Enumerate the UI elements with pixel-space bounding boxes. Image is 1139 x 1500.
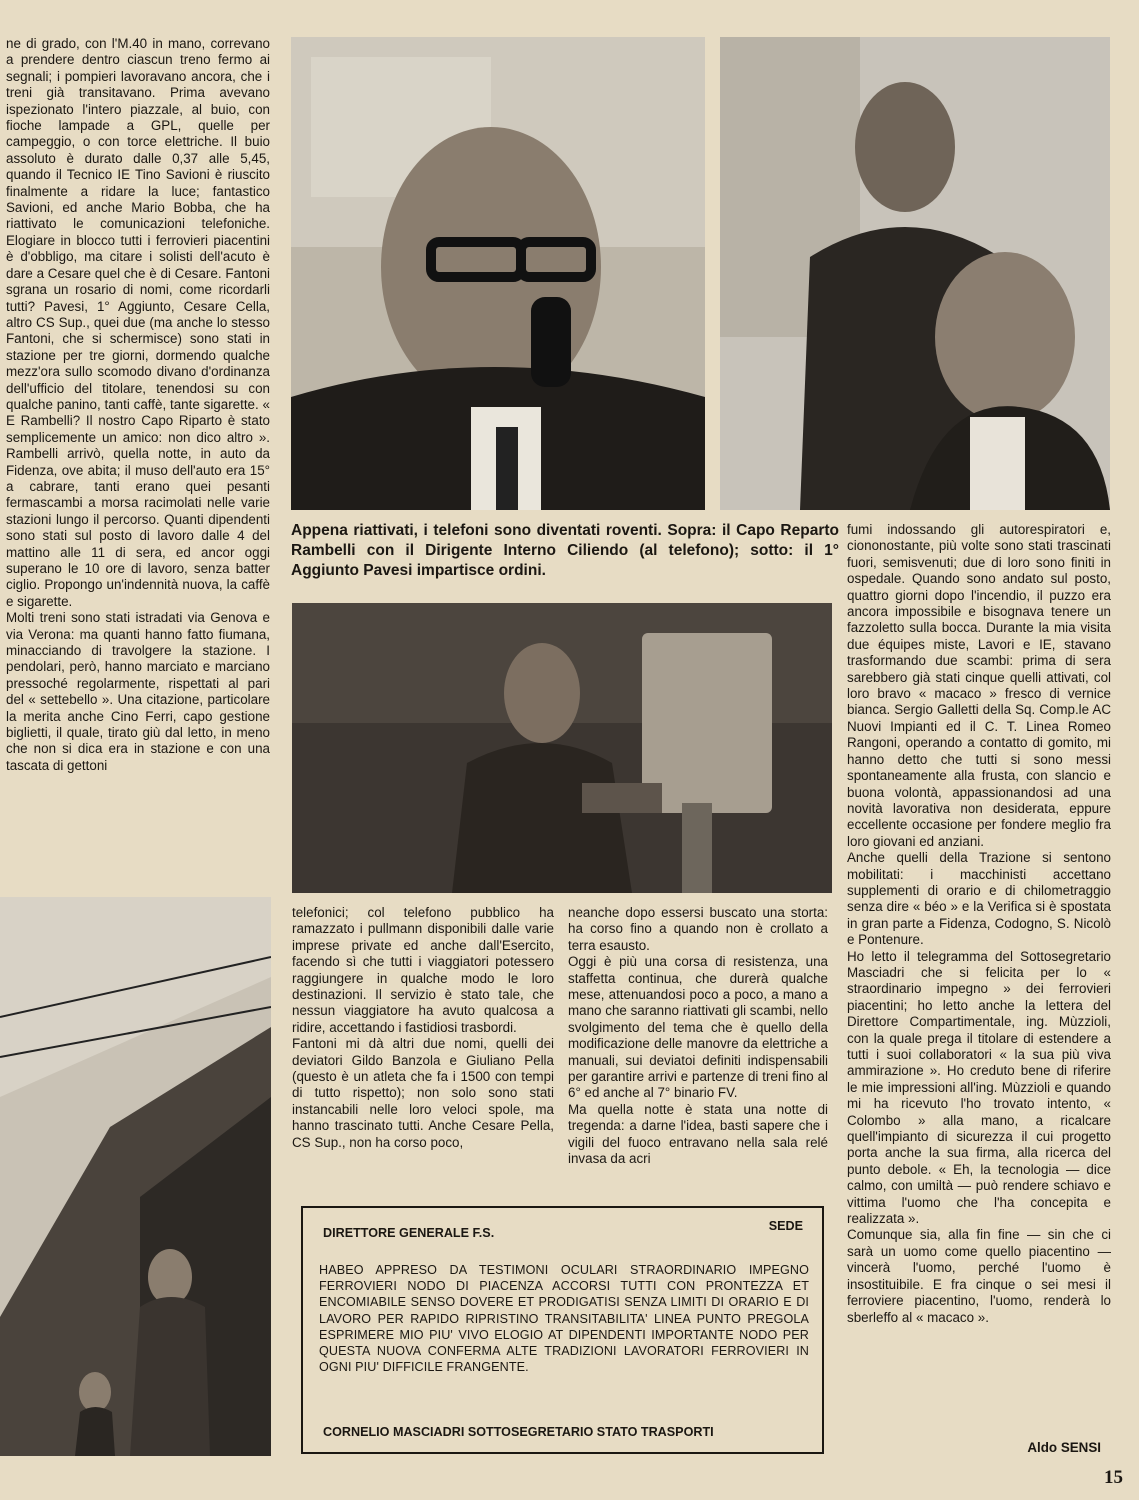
paragraph: Comunque sia, alla fin fine — sin che ci sarà un uomo come quello piacentino — vincerà l'uomo, perché l'uomo è insostituibile. E fra cinque o sei mesi il ferroviere piacentino, l'uomo, renderà lo sberleffo al « macaco ». xyxy=(847,1227,1111,1325)
paragraph: Ho letto il telegramma del Sottosegretario Masciadri che si felicita per lo « straordinario impegno » dei ferrovieri piacentini; ho letto anche la lettera del Direttore Compartimentale, ing. Mùzzioli, con la quale prega il titolare di estendere a tutti i suoi collaboratori « la sua più viva ammirazione ». Ho creduto bene di riferire le mie impressioni all'ing. Mùzzioli e quando mi ha ricevuto l'ho trovato intento, « Colombo » alla mano, a ricalcare quell'impianto di sicurezza il cui progetto porta anche la sua firma, alla ricerca del punto debole. « Eh, la tecnologia — dice calmo, con umiltà — può rendere schiavo e vittima l'uomo che l'ha concepita e realizzata ». xyxy=(847,948,1111,1227)
photo-railway-yard xyxy=(0,897,271,1456)
paragraph: telefonici; col telefono pubblico ha ramazzato i pullmann disponibili dalle varie imprese private ed anche dall'Esercito, facendo sì che tutti i viaggiatori potessero raggiungere in qualche modo le loro destinazioni. Il servizio è stato tale, che nessun viaggiatore ha avuto qualcosa a ridire, accettando i fastidiosi trasbordi. xyxy=(292,905,554,1035)
telegram-header xyxy=(323,1219,803,1240)
column-middle-a xyxy=(292,905,554,1195)
column-left-top xyxy=(6,36,270,880)
telegram-body: HABEO APPRESO DA TESTIMONI OCULARI STRAORDINARIO IMPEGNO FERROVIERI NODO DI PIACENZA ACCORSI TUTTI CON PRONTEZZA ET ENCOMIABILE SENSO DOVERE ET PRODIGATISI SENZA LIMITI DI ORARIO E DI LAVORO PER RAPIDO RIPRISTINO TRANSITABILITA' LINEA PUNTO PREGOLA ESPRIMERE MIO PIU' VIVO ELOGIO AT DIPENDENTI IMPORTANTE NODO PER QUESTA NUOVA CONFERMA ALTE TRADIZIONI LAVORATORI FERROVIERI IN OGNI PIU' DIFFICILE FRANGENTE. xyxy=(319,1263,809,1375)
photo-illustration xyxy=(291,37,705,510)
paragraph: Oggi è più una corsa di resistenza, una staffetta continua, che durerà qualche mese, attenuandosi poco a poco, a mano a mano che saranno riattivati gli scambi, nello svolgimento del tema che è quello della modificazione delle manovre da elettriche a manuali, sui deviatoi definiti indispensabili per garantire arrivi e partenze di treni fino al 6° ed anche al 7° binario FV. xyxy=(568,954,828,1101)
telegram-recipient: DIRETTORE GENERALE F.S. xyxy=(323,1226,495,1240)
paragraph: fumi indossando gli autorespiratori e, ciononostante, più volte sono stati trascinati fuori, semisvenuti; due di loro sono finiti in ospedale. Quando sono andato sul posto, quattro giorni dopo l'incendio, il puzzo era ancora impossibile e bisognava tenere un fazzoletto sulla bocca. Durante la mia visita due équipes miste, Lavori e IE, stavano trasformando due scambi: prima di sera sarebbero già stati cinque quelli attivati, col loro bravo « macaco » fresco di vernice bianca. Sergio Galletti della Sq. Comp.le AC Nuovi Impianti ed il C. T. Linea Romeo Rangoni, operando a contatto di gomito, mi hanno detto che tutti si sono messi spontaneamente alla frusta, con slancio e buona volontà, appassionandosi ad una novità lavorativa non desiderata, eppure eccellente occasione per fondere meglio fra loro giovani ed anziani. xyxy=(847,522,1111,849)
paragraph: ne di grado, con l'M.40 in mano, correvano a prendere dentro ciascun treno fermo ai segnali; i pompieri lavoravano ancora, che i treni già transitavano. Prima avevano ispezionato l'intero piazzale, al buio, con fioche lampade a GPL, quelle per campeggio, o con torce elettriche. Il buio assoluto è durato dalle 0,37 alle 5,45, quando il Tecnico IE Tino Savioni è riuscito finalmente a ridare la luce; fantastico Savioni, ed anche Mario Bobba, che ha riattivato le comunicazioni telefoniche. Elogiare in blocco tutti i ferrovieri piacentini è d'obbligo, ma citare i solisti dell'acuto è dare a Cesare quel che è di Cesare. Fantoni sgrana un rosario di nomi, come ricordarli tutti? Pavesi, 1° Aggiunto, Cesare Cella, altro CS Sup., quei due (ma anche lo stesso Fantoni, che si schermisce) sono stati in stazione per tre giorni, dormendo qualche mezz'ora sullo scomodo divano d'ordinanza dell'ufficio del titolare, tenendosi su con qualche panino, tanti caffè, tante sigarette. « E Rambelli? Il nostro Capo Riparto è stato semplicemente un amico: non dico altro ». Rambelli arrivò, quella notte, in auto da Fidenza, ove abita; il muso dell'auto era 15° a cabrare, tanti erano quei pesanti fermascambi a morsa racimolati nelle varie stazioni lungo il percorso. Quanti dipendenti sono stati sul posto di lavoro dalle 4 del mattino alle 11 di sera, ed ancor oggi superano le 10 ore di lavoro, senza batter ciglio. Propongo un'indennità nuova, la caffè e sigarette. xyxy=(6,36,270,609)
paragraph: Ma quella notte è stata una notte di tregenda: a darne l'idea, basti sapere che i vigili del fuoco entravano nella sala relé invasa da acri xyxy=(568,1101,828,1167)
paragraph: Fantoni mi dà altri due nomi, quelli dei deviatori Gildo Banzola e Giuliano Pella (questo è un atleta che fa i 1500 con tempi di tutto rispetto); non solo sono stati instancabili nelle loro veloci spole, ma hanno trascinato tutti. Anche Cesare Pella, CS Sup., non ha corso poco, xyxy=(292,1036,554,1150)
page-number: 15 xyxy=(1104,1467,1123,1488)
photo-phone-box xyxy=(292,603,832,893)
telegram-location: SEDE xyxy=(768,1219,803,1233)
column-middle-b xyxy=(568,905,828,1195)
photo-rambelli-ciliendo xyxy=(291,37,705,510)
author-signature: Aldo SENSI xyxy=(1027,1440,1101,1455)
photo-caption: Appena riattivati, i telefoni sono diventati roventi. Sopra: il Capo Reparto Rambelli con il Dirigente Interno Ciliendo (al telefono); sotto: il 1° Aggiunto Pavesi impartisce ordini. xyxy=(291,522,839,579)
column-right xyxy=(847,522,1111,1440)
paragraph: Anche quelli della Trazione si sentono mobilitati: i macchinisti accettano supplementi di orario e di chilometraggio senza dire « béo » e la Verifica si è spostata in gran parte a Fidenza, Codogno, S. Nicolò e Pontenure. xyxy=(847,850,1111,948)
photo-pavesi xyxy=(720,37,1110,510)
paragraph: neanche dopo essersi buscato una storta: ha corso fino a quando non è crollato a terra esausto. xyxy=(568,905,828,953)
telegram-box xyxy=(301,1206,824,1454)
telegram-signature: CORNELIO MASCIADRI SOTTOSEGRETARIO STATO TRASPORTI xyxy=(323,1425,714,1439)
photo-illustration xyxy=(720,37,1110,510)
photo-illustration xyxy=(292,603,832,893)
photo-illustration xyxy=(0,897,271,1456)
paragraph: Molti treni sono stati istradati via Genova e via Verona: ma quanti hanno fatto fiumana, minacciando di travolgere la stazione. I pendolari, però, hanno marciato e marciano pressoché regolarmente, rispettati al pari del « settebello ». Una citazione, particolare la merita anche Cino Ferri, capo gestione biglietti, il quale, tirato giù dal letto, in meno che non si dica era in stazione e con una tascata di gettoni xyxy=(6,610,270,773)
